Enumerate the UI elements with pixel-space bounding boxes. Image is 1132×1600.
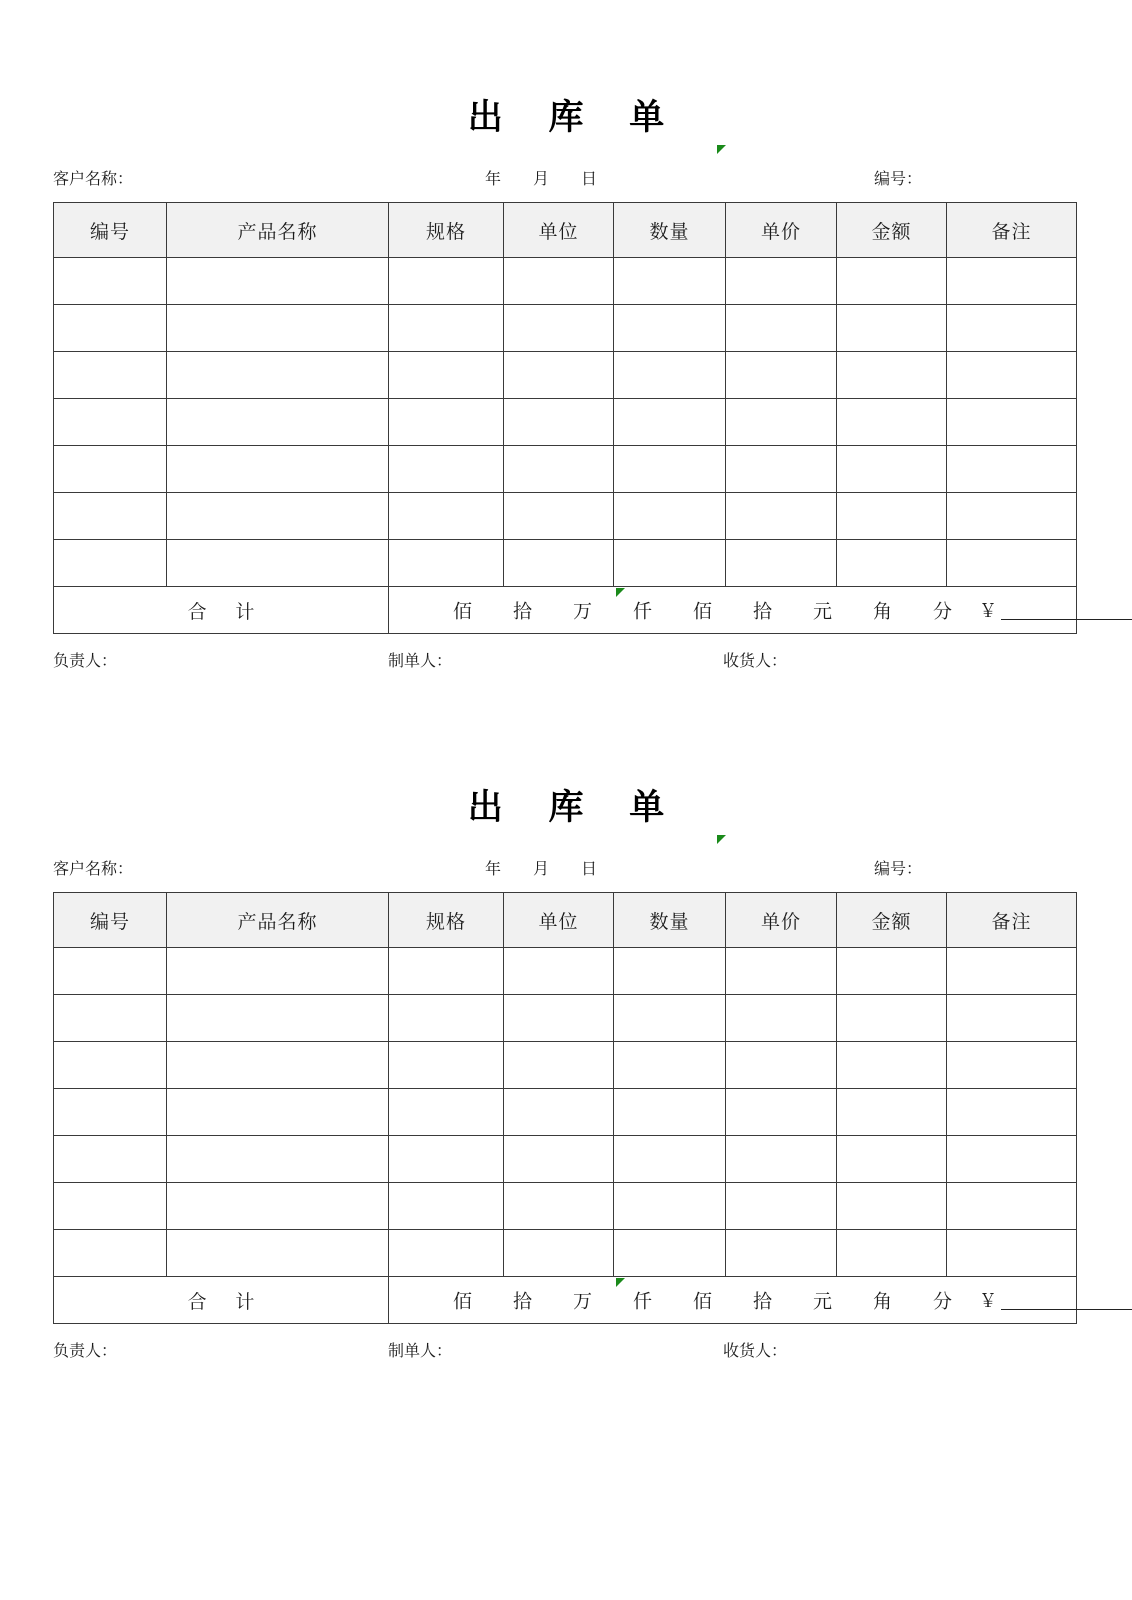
column-header-product-name: 产品名称 bbox=[167, 203, 389, 258]
date-month-label: 月 bbox=[533, 861, 552, 878]
cell-unit-price[interactable] bbox=[726, 1042, 837, 1089]
order-items-table bbox=[53, 892, 1077, 1324]
table-row[interactable] bbox=[54, 258, 1077, 305]
cell-unit-price[interactable] bbox=[726, 305, 837, 352]
cell-quantity[interactable] bbox=[614, 305, 726, 352]
cell-no[interactable] bbox=[54, 399, 167, 446]
cell-no[interactable] bbox=[54, 446, 167, 493]
table-row[interactable] bbox=[54, 1230, 1077, 1277]
cell-no[interactable] bbox=[54, 995, 167, 1042]
total-amount-cell[interactable] bbox=[389, 1277, 1077, 1324]
customer-name-label: 客户名称： bbox=[53, 171, 134, 188]
cell-unit-price[interactable] bbox=[726, 258, 837, 305]
table-body bbox=[54, 948, 1077, 1324]
cell-product-name[interactable] bbox=[167, 399, 389, 446]
cell-amount[interactable] bbox=[837, 995, 947, 1042]
table-row[interactable] bbox=[54, 1089, 1077, 1136]
manager-signature-label: 负责人： bbox=[53, 653, 118, 670]
cell-amount[interactable] bbox=[837, 352, 947, 399]
cell-amount[interactable] bbox=[837, 1183, 947, 1230]
numeral-yuan: 元 bbox=[812, 1291, 833, 1313]
chinese-numeral-scale bbox=[433, 1287, 973, 1314]
cell-amount[interactable] bbox=[837, 258, 947, 305]
date-month-label: 月 bbox=[533, 171, 552, 188]
cell-memo[interactable] bbox=[947, 305, 1077, 352]
cell-product-name[interactable] bbox=[167, 446, 389, 493]
cell-product-name[interactable] bbox=[167, 1230, 389, 1277]
column-header-quantity: 数量 bbox=[614, 203, 726, 258]
column-header-no: 编号 bbox=[54, 893, 167, 948]
column-header-unit-price: 单价 bbox=[726, 893, 837, 948]
column-header-spec: 规格 bbox=[389, 203, 504, 258]
date-day-label: 日 bbox=[581, 861, 600, 878]
cell-amount[interactable] bbox=[837, 493, 947, 540]
total-row bbox=[54, 587, 1077, 634]
column-header-amount: 金额 bbox=[837, 893, 947, 948]
cell-unit-price[interactable] bbox=[726, 1089, 837, 1136]
column-header-unit: 单位 bbox=[504, 893, 614, 948]
order-items-table bbox=[53, 202, 1077, 634]
numeral-fen: 分 bbox=[932, 1291, 953, 1313]
cell-quantity[interactable] bbox=[614, 493, 726, 540]
receiver-signature-label: 收货人： bbox=[723, 1343, 788, 1360]
order-number-label: 编号： bbox=[874, 171, 923, 188]
numeral-bai: 佰 bbox=[692, 601, 713, 623]
cell-memo[interactable] bbox=[947, 1089, 1077, 1136]
preparer-signature-label: 制单人： bbox=[388, 1343, 453, 1360]
column-header-unit-price: 单价 bbox=[726, 203, 837, 258]
date-year-label: 年 bbox=[485, 861, 504, 878]
numeral-yuan: 元 bbox=[812, 601, 833, 623]
cell-no[interactable] bbox=[54, 1183, 167, 1230]
cell-product-name[interactable] bbox=[167, 948, 389, 995]
cell-quantity[interactable] bbox=[614, 1042, 726, 1089]
table-row[interactable] bbox=[54, 1136, 1077, 1183]
numeral-qian: 仟 bbox=[632, 1291, 653, 1313]
comment-indicator-icon bbox=[717, 145, 726, 154]
cell-unit-price[interactable] bbox=[726, 352, 837, 399]
cell-memo[interactable] bbox=[947, 1136, 1077, 1183]
cell-unit-price[interactable] bbox=[726, 948, 837, 995]
page-title: 出 库 单 bbox=[467, 98, 683, 137]
column-header-memo: 备注 bbox=[947, 203, 1077, 258]
total-row bbox=[54, 1277, 1077, 1324]
comment-indicator-icon bbox=[717, 835, 726, 844]
cell-quantity[interactable] bbox=[614, 446, 726, 493]
cell-quantity[interactable] bbox=[614, 399, 726, 446]
cell-quantity[interactable] bbox=[614, 995, 726, 1042]
cell-unit[interactable] bbox=[504, 1042, 614, 1089]
numeral-qian: 仟 bbox=[632, 601, 653, 623]
cell-quantity[interactable] bbox=[614, 1136, 726, 1183]
cell-unit[interactable] bbox=[504, 258, 614, 305]
total-amount-cell[interactable] bbox=[389, 587, 1077, 634]
cell-quantity[interactable] bbox=[614, 1183, 726, 1230]
cell-memo[interactable] bbox=[947, 352, 1077, 399]
numeral-bai: 佰 bbox=[692, 1291, 713, 1313]
signature-line bbox=[0, 1340, 1132, 1364]
cell-amount[interactable] bbox=[837, 1042, 947, 1089]
total-label: 合 计 bbox=[54, 587, 389, 634]
table-header bbox=[54, 203, 1077, 258]
cell-unit[interactable] bbox=[504, 352, 614, 399]
cell-quantity[interactable] bbox=[614, 352, 726, 399]
cell-memo[interactable] bbox=[947, 1183, 1077, 1230]
cell-unit[interactable] bbox=[504, 1089, 614, 1136]
cell-spec[interactable] bbox=[389, 1136, 504, 1183]
cell-unit[interactable] bbox=[504, 399, 614, 446]
customer-name-label: 客户名称： bbox=[53, 861, 134, 878]
cell-memo[interactable] bbox=[947, 493, 1077, 540]
date-year-label: 年 bbox=[485, 171, 504, 188]
cell-unit[interactable] bbox=[504, 1136, 614, 1183]
chinese-numeral-scale bbox=[433, 597, 973, 624]
cell-no[interactable] bbox=[54, 1042, 167, 1089]
column-header-spec: 规格 bbox=[389, 893, 504, 948]
cell-no[interactable] bbox=[54, 1136, 167, 1183]
meta-line bbox=[0, 858, 1132, 882]
cell-unit-price[interactable] bbox=[726, 446, 837, 493]
manager-signature-label: 负责人： bbox=[53, 1343, 118, 1360]
cell-unit[interactable] bbox=[504, 446, 614, 493]
cell-unit-price[interactable] bbox=[726, 493, 837, 540]
table-row[interactable] bbox=[54, 305, 1077, 352]
cell-memo[interactable] bbox=[947, 399, 1077, 446]
cell-amount[interactable] bbox=[837, 399, 947, 446]
cell-no[interactable] bbox=[54, 305, 167, 352]
cell-unit-price[interactable] bbox=[726, 399, 837, 446]
column-header-unit: 单位 bbox=[504, 203, 614, 258]
numeral-shi-wan: 拾 bbox=[512, 601, 533, 623]
cell-unit-price[interactable] bbox=[726, 1230, 837, 1277]
numeral-wan: 万 bbox=[572, 1291, 593, 1313]
outbound-order-sheet-1 bbox=[0, 0, 1132, 670]
cell-memo[interactable] bbox=[947, 995, 1077, 1042]
table-row[interactable] bbox=[54, 995, 1077, 1042]
table-header bbox=[54, 893, 1077, 948]
date-fields bbox=[485, 858, 599, 882]
cell-unit-price[interactable] bbox=[726, 1183, 837, 1230]
cell-product-name[interactable] bbox=[167, 1136, 389, 1183]
cell-product-name[interactable] bbox=[167, 493, 389, 540]
cell-amount[interactable] bbox=[837, 948, 947, 995]
cell-unit[interactable] bbox=[504, 493, 614, 540]
numeral-jiao: 角 bbox=[872, 1291, 893, 1313]
signature-line bbox=[0, 650, 1132, 674]
column-header-no: 编号 bbox=[54, 203, 167, 258]
cell-memo[interactable] bbox=[947, 540, 1077, 587]
cell-no[interactable] bbox=[54, 1089, 167, 1136]
currency-symbol: ￥ bbox=[979, 601, 997, 621]
cell-spec[interactable] bbox=[389, 1183, 504, 1230]
column-header-product-name: 产品名称 bbox=[167, 893, 389, 948]
table-body bbox=[54, 258, 1077, 634]
cell-product-name[interactable] bbox=[167, 1183, 389, 1230]
date-day-label: 日 bbox=[581, 171, 600, 188]
numeral-wan: 万 bbox=[572, 601, 593, 623]
table-row[interactable] bbox=[54, 1183, 1077, 1230]
cell-memo[interactable] bbox=[947, 258, 1077, 305]
cell-spec[interactable] bbox=[389, 1042, 504, 1089]
total-label: 合 计 bbox=[54, 1277, 389, 1324]
cell-product-name[interactable] bbox=[167, 352, 389, 399]
cell-unit[interactable] bbox=[504, 995, 614, 1042]
cell-no[interactable] bbox=[54, 948, 167, 995]
cell-unit[interactable] bbox=[504, 540, 614, 587]
cell-spec[interactable] bbox=[389, 305, 504, 352]
cell-quantity[interactable] bbox=[614, 948, 726, 995]
numeral-fen: 分 bbox=[932, 601, 953, 623]
cell-spec[interactable] bbox=[389, 995, 504, 1042]
table-row[interactable] bbox=[54, 446, 1077, 493]
cell-amount[interactable] bbox=[837, 1089, 947, 1136]
cell-product-name[interactable] bbox=[167, 1042, 389, 1089]
cell-amount[interactable] bbox=[837, 540, 947, 587]
cell-memo[interactable] bbox=[947, 948, 1077, 995]
cell-memo[interactable] bbox=[947, 446, 1077, 493]
cell-unit[interactable] bbox=[504, 1230, 614, 1277]
table-header-row bbox=[54, 203, 1077, 258]
table-row[interactable] bbox=[54, 493, 1077, 540]
cell-amount[interactable] bbox=[837, 1136, 947, 1183]
currency-symbol: ￥ bbox=[979, 1291, 997, 1311]
table-header-row bbox=[54, 893, 1077, 948]
cell-amount[interactable] bbox=[837, 446, 947, 493]
page-title: 出 库 单 bbox=[467, 788, 683, 827]
cell-spec[interactable] bbox=[389, 948, 504, 995]
receiver-signature-label: 收货人： bbox=[723, 653, 788, 670]
cell-no[interactable] bbox=[54, 1230, 167, 1277]
cell-spec[interactable] bbox=[389, 446, 504, 493]
cell-spec[interactable] bbox=[389, 399, 504, 446]
cell-product-name[interactable] bbox=[167, 995, 389, 1042]
table-row[interactable] bbox=[54, 540, 1077, 587]
cell-spec[interactable] bbox=[389, 540, 504, 587]
preparer-signature-label: 制单人： bbox=[388, 653, 453, 670]
cell-amount[interactable] bbox=[837, 305, 947, 352]
cell-unit-price[interactable] bbox=[726, 995, 837, 1042]
numeral-shi: 拾 bbox=[752, 1291, 773, 1313]
cell-quantity[interactable] bbox=[614, 1089, 726, 1136]
cell-unit-price[interactable] bbox=[726, 540, 837, 587]
total-amount-input[interactable] bbox=[1001, 1309, 1132, 1310]
cell-product-name[interactable] bbox=[167, 540, 389, 587]
cell-unit-price[interactable] bbox=[726, 1136, 837, 1183]
cell-amount[interactable] bbox=[837, 1230, 947, 1277]
cell-spec[interactable] bbox=[389, 352, 504, 399]
cell-no[interactable] bbox=[54, 493, 167, 540]
cell-memo[interactable] bbox=[947, 1042, 1077, 1089]
meta-line bbox=[0, 168, 1132, 192]
cell-product-name[interactable] bbox=[167, 258, 389, 305]
table-row[interactable] bbox=[54, 1042, 1077, 1089]
cell-quantity[interactable] bbox=[614, 1230, 726, 1277]
total-amount-input[interactable] bbox=[1001, 619, 1132, 620]
cell-product-name[interactable] bbox=[167, 1089, 389, 1136]
table-row[interactable] bbox=[54, 948, 1077, 995]
numeral-bai-wan: 佰 bbox=[452, 601, 473, 623]
title-area bbox=[0, 690, 1132, 827]
numeral-bai-wan: 佰 bbox=[452, 1291, 473, 1313]
column-header-amount: 金额 bbox=[837, 203, 947, 258]
numeral-shi-wan: 拾 bbox=[512, 1291, 533, 1313]
outbound-order-sheet-2 bbox=[0, 690, 1132, 1360]
cell-no[interactable] bbox=[54, 258, 167, 305]
numeral-jiao: 角 bbox=[872, 601, 893, 623]
cell-no[interactable] bbox=[54, 352, 167, 399]
cell-quantity[interactable] bbox=[614, 540, 726, 587]
cell-spec[interactable] bbox=[389, 1230, 504, 1277]
numeral-shi: 拾 bbox=[752, 601, 773, 623]
table-row[interactable] bbox=[54, 399, 1077, 446]
column-header-memo: 备注 bbox=[947, 893, 1077, 948]
order-number-label: 编号： bbox=[874, 861, 923, 878]
title-area bbox=[0, 0, 1132, 137]
cell-spec[interactable] bbox=[389, 258, 504, 305]
table-row[interactable] bbox=[54, 352, 1077, 399]
cell-product-name[interactable] bbox=[167, 305, 389, 352]
cell-no[interactable] bbox=[54, 540, 167, 587]
cell-unit[interactable] bbox=[504, 1183, 614, 1230]
date-fields bbox=[485, 168, 599, 192]
cell-unit[interactable] bbox=[504, 948, 614, 995]
cell-quantity[interactable] bbox=[614, 258, 726, 305]
cell-unit[interactable] bbox=[504, 305, 614, 352]
cell-memo[interactable] bbox=[947, 1230, 1077, 1277]
cell-spec[interactable] bbox=[389, 493, 504, 540]
cell-spec[interactable] bbox=[389, 1089, 504, 1136]
column-header-quantity: 数量 bbox=[614, 893, 726, 948]
